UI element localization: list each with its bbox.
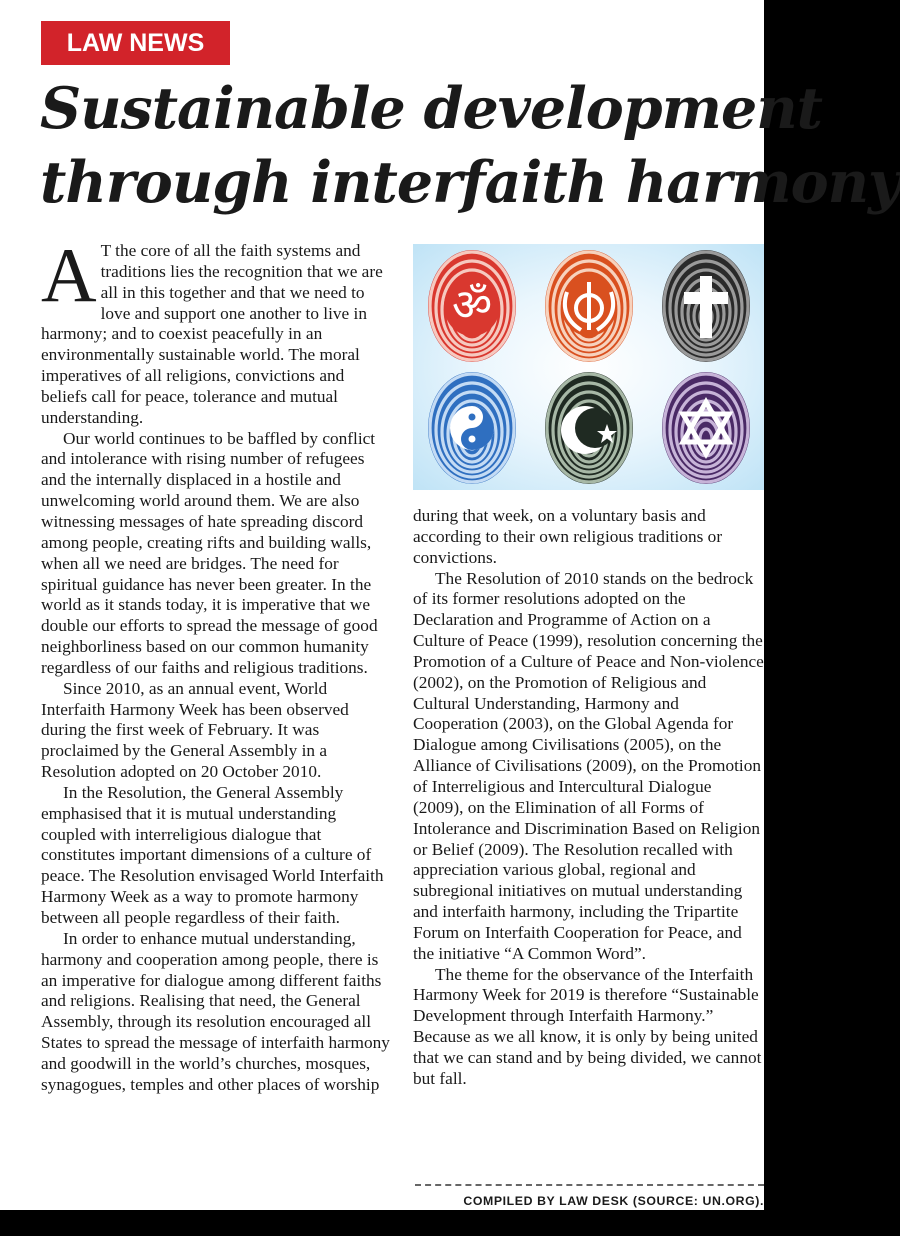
svg-text:ॐ: ॐ xyxy=(451,280,493,331)
article-paragraph xyxy=(41,232,391,429)
right-column xyxy=(413,506,765,1090)
article-paragraph: Since 2010, as an annual event, World Interfaith Harmony Week has been observed during the first week of February. It was proclaimed by the General Assembly in a Resolution adopted on 20 October 2010. xyxy=(41,678,349,782)
fingerprint-crescent xyxy=(545,372,633,484)
left-column xyxy=(41,232,391,1096)
interfaith-fingerprints-image xyxy=(413,244,764,490)
article-paragraph: Our world continues to be baffled by conflict and intolerance with rising number of refugees and the internally displaced in a hostile and unwelcoming world around them. We are also witnessing messages of hate spreading discord among people, creating rifts and building walls, when all we need are bridges. The need for spiritual guidance has never been greater. In the world as it stands today, it is imperative that we double our efforts to spread the message of good neighborliness based on our common humanity regardless of our faiths and religious traditions. xyxy=(41,428,378,677)
article-paragraph: The theme for the observance of the Interfaith Harmony Week for 2019 is therefore “Sustainable Development through Interfaith Harmony.” Because as we all know, it is only by being united that we can stand and by being divided, we cannot but fall. xyxy=(413,964,762,1088)
article-paragraph: In order to enhance mutual understanding, harmony and cooperation among people, there is an imperative for dialogue among different faiths and religions. Realising that need, the General Assembly, through its resolution encouraged all States to spread the message of interfaith harmony and goodwill in the world’s churches, mosques, synagogues, temples and other places of worship xyxy=(41,928,390,1094)
credit-divider xyxy=(415,1184,764,1186)
yin-yang-icon xyxy=(450,406,494,450)
section-badge: LAW NEWS xyxy=(41,21,230,65)
fingerprint-yin-yang xyxy=(428,372,516,484)
article-paragraph: during that week, on a voluntary basis and according to their own religious traditions or convictions. xyxy=(413,506,723,567)
fingerprint-khanda xyxy=(545,250,633,362)
headline-line-1: Sustainable development xyxy=(40,75,822,142)
fingerprint-cross xyxy=(662,250,750,362)
first-paragraph-text: T the core of all the faith systems and traditions lies the recognition that we are all in this together and that we need to love and support one another to live in harmony; and to coexist peacefully in an environmentally sustainable world. The moral imperatives of all religions, convictions and beliefs call for peace, tolerance and mutual understanding. xyxy=(41,241,383,427)
drop-cap: A xyxy=(41,232,97,318)
headline-line-2: through interfaith harmony xyxy=(40,149,900,216)
fingerprint-star-of-david xyxy=(662,372,750,484)
fingerprint-om xyxy=(428,250,516,362)
article-paragraph: The Resolution of 2010 stands on the bedrock of its former resolutions adopted on the Declaration and Programme of Action on a Culture of Peace (1999), resolution concerning the Promotion of a Culture of Peace and Non-violence (2002), on the Promotion of Religious and Cultural Understanding, Harmony and Cooperation (2003), on the Global Agenda for Dialogue among Civilisations (2005), on the Alliance of Civilisations (2009), on the Promotion of Interreligious and Intercultural Dialogue (2009), on the Elimination of all Forms of Intolerance and Discrimination Based on Religion or Belief (2009). The Resolution recalled with appreciation various global, regional and subregional initiatives on mutual understanding and interfaith harmony, including the Tripartite Forum on Interfaith Cooperation for Peace, and the initiative “A Common Word”. xyxy=(413,568,764,963)
om-icon xyxy=(452,280,492,331)
headline xyxy=(40,72,900,220)
article-paragraph: In the Resolution, the General Assembly emphasised that it is mutual understanding coupled with interreligious dialogue that constitutes important dimensions of a culture of peace. The Resolution envisaged World Interfaith Harmony Week as a way to promote harmony between all people regardless of their faith. xyxy=(41,782,384,927)
source-credit: COMPILED BY LAW DESK (SOURCE: UN.ORG). xyxy=(463,1194,764,1208)
